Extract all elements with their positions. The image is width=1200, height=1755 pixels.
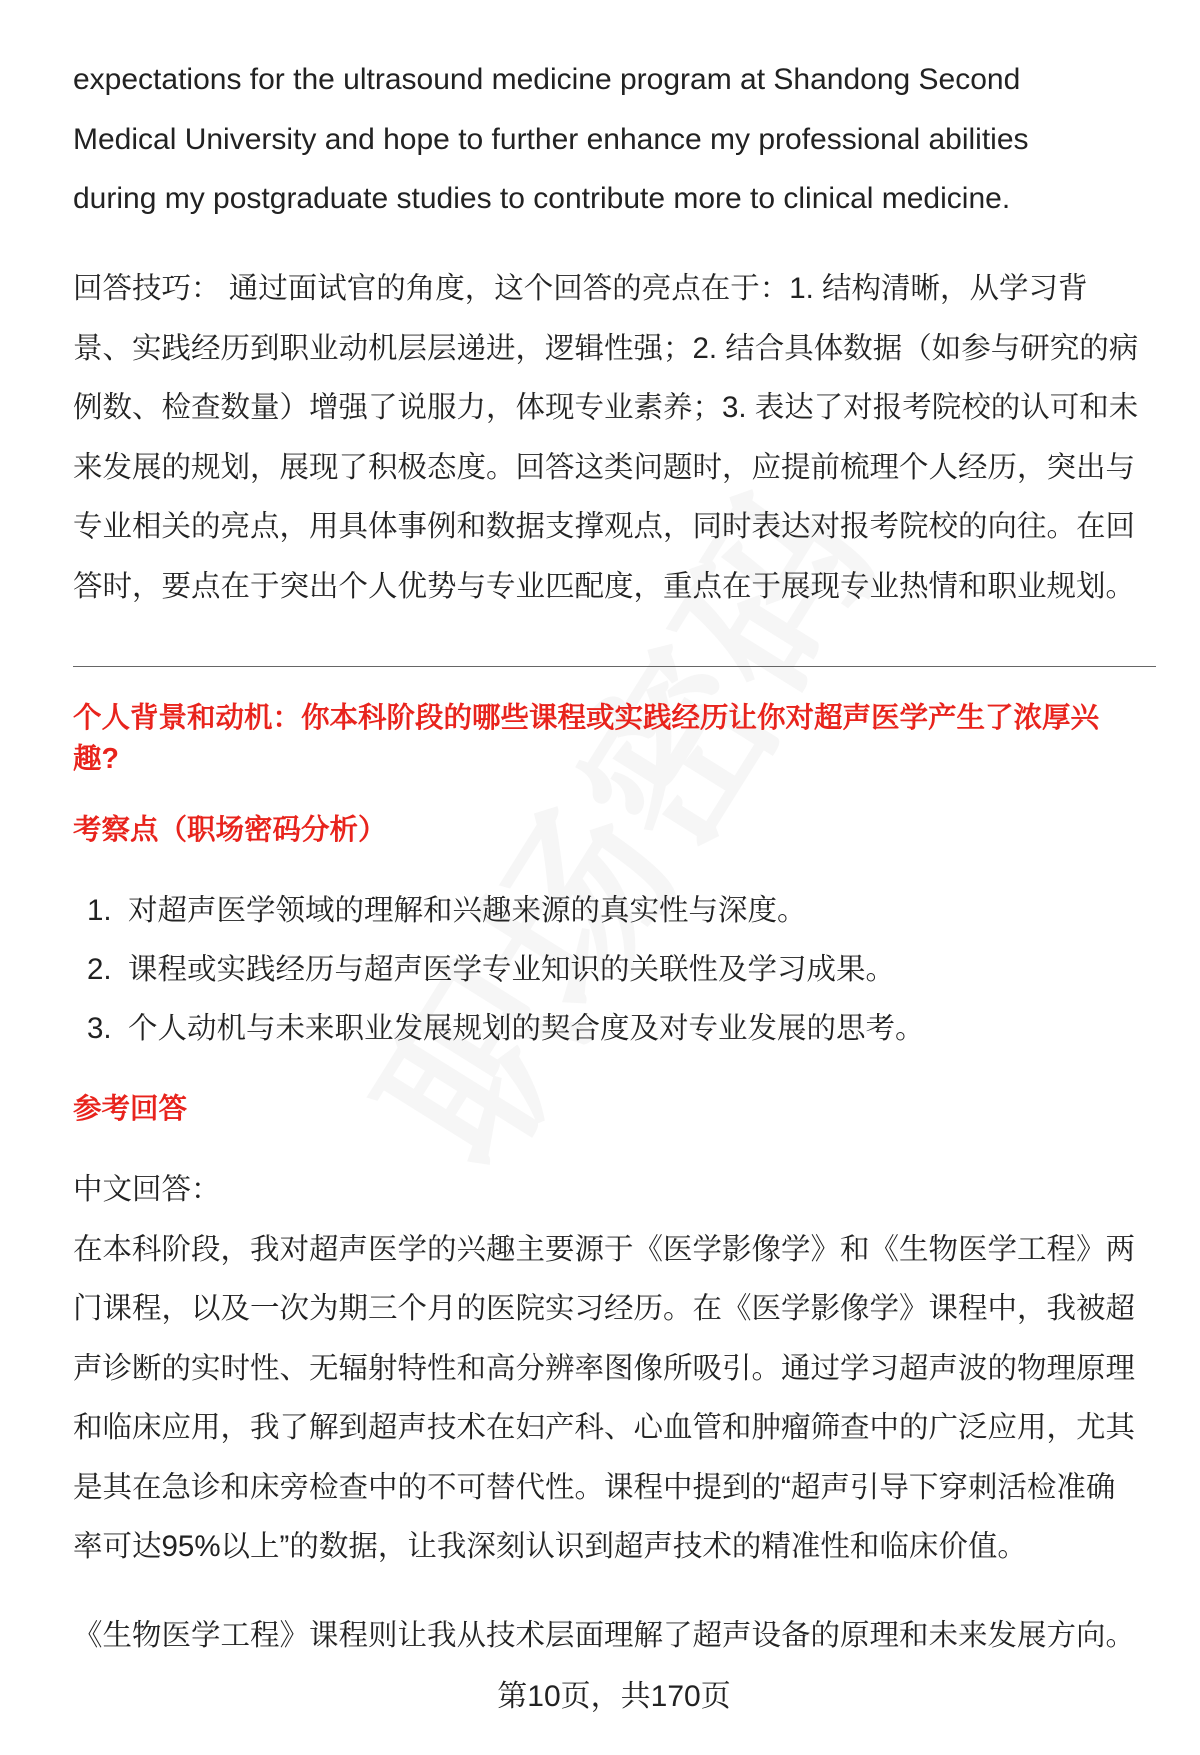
- answer-line: 在本科阶段，我对超声医学的兴趣主要源于《医学影像学》和《生物医学工程》两: [73, 1232, 1136, 1266]
- intro-line: expectations for the ultrasound medicine program at Shandong Second: [73, 63, 1021, 96]
- answer-line: 是其在急诊和床旁检查中的不可替代性。课程中提到的“超声引导下穿刺活检准确: [73, 1470, 1116, 1504]
- list-item-text: 课程或实践经历与超声医学专业知识的关联性及学习成果。: [128, 953, 896, 986]
- answer-line: 率可达95%以上”的数据，让我深刻认识到超声技术的精准性和临床价值。: [73, 1530, 1027, 1563]
- tip-line: 回答技巧： 通过面试官的角度，这个回答的亮点在于：1. 结构清晰，从学习背: [73, 272, 1088, 305]
- list-item-text: 个人动机与未来职业发展规划的契合度及对专业发展的思考。: [128, 1012, 925, 1045]
- section-divider: [73, 666, 1156, 667]
- list-item-text: 对超声医学领域的理解和兴趣来源的真实性与深度。: [128, 894, 807, 927]
- analysis-heading: 考察点（职场密码分析）: [73, 814, 387, 846]
- intro-line: Medical University and hope to further enhance my professional abilities: [73, 122, 1029, 156]
- answer-next-paragraph: 《生物医学工程》课程则让我从技术层面理解了超声设备的原理和未来发展方向。: [73, 1619, 1136, 1652]
- question-title-line: 个人背景和动机：你本科阶段的哪些课程或实践经历让你对超声医学产生了浓厚兴: [73, 702, 1100, 734]
- tip-line: 例数、检查数量）增强了说服力，体现专业素养；3. 表达了对报考院校的认可和未: [73, 391, 1139, 424]
- list-item-number: 3.: [87, 1012, 112, 1045]
- answer-line: 和临床应用，我了解到超声技术在妇产科、心血管和肿瘤筛查中的广泛应用，尤其: [73, 1411, 1136, 1444]
- list-item: [73, 999, 925, 1058]
- list-item-number: 2.: [87, 953, 112, 986]
- intro-paragraph: [73, 50, 1029, 229]
- tip-line: 景、实践经历到职业动机层层递进，逻辑性强；2. 结合具体数据（如参与研究的病: [73, 331, 1139, 365]
- page-number-footer: 第10页，共170页: [497, 1680, 731, 1713]
- tip-line: 答时，要点在于突出个人优势与专业匹配度，重点在于展现专业热情和职业规划。: [73, 569, 1136, 603]
- list-item: [73, 881, 925, 940]
- answer-line: 门课程，以及一次为期三个月的医院实习经历。在《医学影像学》课程中，我被超: [73, 1292, 1136, 1325]
- analysis-list: [73, 881, 925, 1058]
- answer-label: 中文回答：: [73, 1173, 221, 1206]
- list-item: [73, 940, 925, 999]
- answer-tip-paragraph: [73, 259, 1138, 616]
- reference-answer: [73, 1160, 1135, 1577]
- intro-line: during my postgraduate studies to contribute more to clinical medicine.: [73, 182, 1011, 215]
- list-item-number: 1.: [87, 894, 112, 927]
- tip-line: 来发展的规划，展现了积极态度。回答这类问题时，应提前梳理个人经历，突出与: [73, 450, 1136, 484]
- question-title-line: 趣?: [73, 743, 119, 775]
- answer-line: 声诊断的实时性、无辐射特性和高分辨率图像所吸引。通过学习超声波的物理原理: [73, 1351, 1136, 1385]
- question-title: [73, 698, 1099, 780]
- tip-line: 专业相关的亮点，用具体事例和数据支撑观点，同时表达对报考院校的向往。在回: [73, 510, 1136, 543]
- reference-heading: 参考回答: [73, 1093, 188, 1125]
